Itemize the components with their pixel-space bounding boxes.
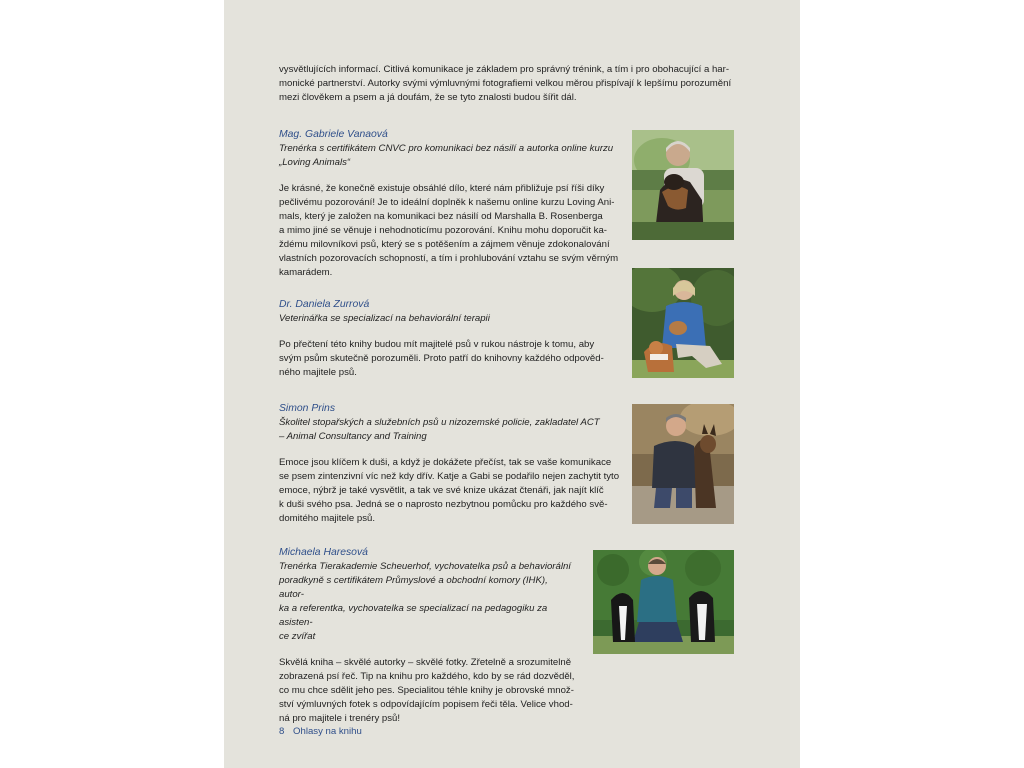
reviewer-role: Veterinářka se specializací na behaviorální terapii	[279, 313, 490, 324]
photo-prins	[632, 404, 734, 524]
photo-haresova	[593, 550, 734, 654]
review-haresova	[279, 546, 575, 726]
photo-zurrova	[632, 268, 734, 378]
review-text: Skvělá kniha – skvělé autorky – skvělé fotky. Zřetelně a srozumitelně zobrazená psí řeč. Tip na knihu pro každého, kdo by se rád dozvěděl, co mu chce sdělit jeho pes. Specialitou téhle knihy je obrovské množ- ství výmluvných fotek s odpovídajícím popisem řeči těla. Velice vhod- ná pro majitele i trenéry psů!	[279, 657, 575, 724]
reviewer-name: Michaela Haresová	[279, 547, 368, 558]
review-text: Je krásné, že konečně existuje obsáhlé dílo, které nám přibližuje psí říši díky pečlivému pozorování! Je to ideální doplněk k našemu online kurzu Loving Ani- mals, který je založen na komunikaci bez násilí od Marshalla B. Rosenberga a mimo jiné se věnuje i nehodnoticímu pozorování. Knihu mohu doporučit ka- ždému milovníkovi psů, který se s potěšením a zájmem věnuje zdokonalování vlastních pozorovacích schopností, a tím i prohlubování vztahu se svým věrným kamarádem.	[279, 183, 619, 278]
section-title: Ohlasy na knihu	[293, 726, 362, 737]
reviewer-name: Mag. Gabriele Vanaová	[279, 129, 388, 140]
review-text: Po přečtení této knihy budou mít majitelé psů v rukou nástroje k tomu, aby svým psům skutečně porozuměli. Proto patří do knihovny každého odpověd- ného majitele psů.	[279, 339, 604, 378]
page-number: 8	[279, 726, 285, 737]
reviewer-name: Dr. Daniela Zurrová	[279, 299, 370, 310]
reviewer-role: Trenérka Tierakademie Scheuerhof, vychovatelka psů a behaviorální poradkyně s certifikátem Průmyslové a obchodní komory (IHK), autor- ka a referentka, vychovatelka se specializací na pedagogiku za asisten- ce zvířat	[279, 561, 571, 642]
review-zurrova	[279, 298, 639, 380]
book-page	[224, 0, 800, 768]
reviewer-name: Simon Prins	[279, 403, 336, 414]
review-vanaova	[279, 128, 629, 280]
intro-paragraph: vysvětlujících informací. Citlivá komunikace je základem pro správný trénink, a tím i pro obohacující a har- monické partnerství. Autorky svými výmluvnými fotografiemi velkou měrou přispívají k lepšímu porozumění mezi člověkem a psem a já doufám, že se tyto znalosti budou šířit dál.	[279, 64, 732, 103]
review-prins	[279, 402, 629, 526]
page-footer	[279, 726, 362, 737]
reviewer-role: Školitel stopařských a služebních psů u nizozemské policie, zakladatel ACT – Animal Consultancy and Training	[279, 417, 600, 442]
photo-vanaova	[632, 130, 734, 240]
review-text: Emoce jsou klíčem k duši, a když je dokážete přečíst, tak se vaše komunikace se psem zintenzivní víc než kdy dřív. Katje a Gabi se podařilo nejen zachytit tyto emoce, nýbrž je také vysvětlit, a tak ve své knize ukázat čtenáři, jak najít klíč k duši svého psa. Jedná se o naprosto nezbytnou pomůcku pro každého svě- domitého majitele psů.	[279, 457, 620, 524]
reviewer-role: Trenérka s certifikátem CNVC pro komunikaci bez násilí a autorka online kurzu „Loving Animals“	[279, 143, 614, 168]
